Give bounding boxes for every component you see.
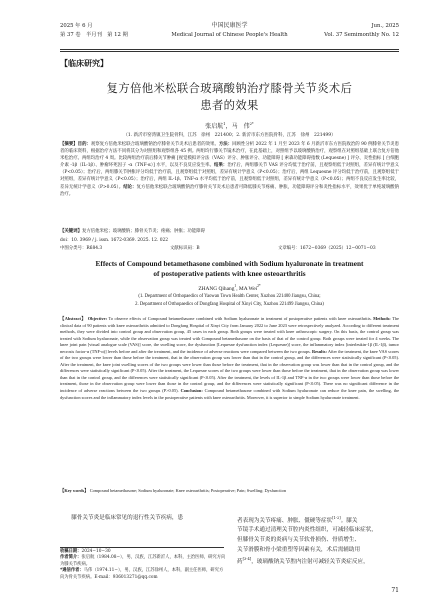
chinese-authors	[60, 121, 399, 130]
chinese-title-line-1: 复方倍他米松联合玻璃酸钠治疗膝骨关节炎术后	[106, 82, 353, 95]
body-right-column	[237, 514, 400, 568]
en-keywords-label: 【Key words】	[60, 488, 89, 493]
header-issue-en: Jun., 2025	[371, 23, 399, 29]
en-results-label: Results:	[311, 348, 327, 354]
article-number: 文章编号：1672−0369（2025）12−0071−03	[278, 246, 376, 251]
cn-objective: 观察复方倍他米松联合玻璃酸钠治疗膝骨关节炎术后患者的效果。	[90, 142, 219, 147]
en-conclusion-label: Conclusion:	[180, 388, 203, 394]
header-journal-cn: 中国民康医学	[211, 22, 248, 29]
cn-results-label: 结果：	[214, 163, 228, 169]
english-affiliation-1: (1. Department of Orthopaedics of Yaowan Town Health Center, Xuzhou 221400 Jiangsu, China;	[138, 294, 321, 299]
header-journal-en: Medical Journal of Chinese People's Health	[171, 32, 288, 38]
cn-keywords-label: 【关键词】	[60, 229, 82, 234]
header-volume-en: Vol. 37 Semimonthly No. 12	[324, 32, 399, 38]
en-abstract-label: 【Abstract】	[60, 316, 87, 321]
english-affiliations	[60, 293, 399, 308]
body-left-column	[60, 514, 226, 524]
body-right-line: 药[3-4]，玻璃酸钠关节腔内注射可减轻关节炎症反应，	[237, 557, 369, 566]
citation-1: [1-2]	[332, 516, 341, 520]
english-keywords	[60, 488, 399, 495]
body-right-line: 关节滑膜和骨小梁重塑等因素有关，术后需辅助用	[237, 546, 361, 553]
citation-2: [3-4]	[242, 557, 252, 562]
cn-conclusion-label: 结论：	[123, 184, 137, 190]
chinese-affiliations: （1. 新沂市窑湾镇卫生院骨科，江苏 徐州 221400；2. 新沂市东方医院骨科，江苏 徐州 221499）	[123, 133, 336, 138]
author-bio: 作者简介：张启航（1984.08−），男，汉族，江苏新沂人，本科，主治医师，研究方向为膝关节疾病。	[60, 555, 226, 567]
received-date: 收稿日期：2024−10−30	[60, 549, 111, 554]
author-1-sup: 1	[223, 122, 226, 126]
author-2-en-sup: 2*	[257, 284, 261, 288]
english-authors	[60, 284, 399, 292]
author-1-en-sup: 1	[234, 284, 237, 288]
document-code: 文献标识码：B	[170, 246, 200, 251]
en-methods: The clinical data of 90 patients with knee osteoarthritis admitted to Dongfang Hospital of Xinyi City from January 2022 to June 2023 were retrospectively analyzed. According to different treatment methods, they were divided into control group and observation group, 45 cases in each group. Both groups were treated with knee arthroscopic surgery. On this basis, the control group was treated with Sodium hyaluronate, while the observation group was treated with Compound betamethasone on the basis of that of the control group. Both groups were treated for 4 weeks. The knee joint pain [visual analogue scale (VAS)] score, the swelling score, the dysfunction [Lequesne dysfunction index (Lequesne)] score, the inflammatory index [interleukin-1β (IL-1β), tumor necrosis factor-α (TNF-α)] levels before and after the treatment, and the incidence of adverse reactions were compared between the two groups.	[60, 316, 399, 354]
page-number: 71	[391, 587, 399, 594]
en-methods-label: Methods:	[373, 316, 391, 321]
cn-conclusion: 复方倍他米松联合玻璃酸钠治疗膝骨关节炎术后患者可降低膝关节疼痛、肿胀，功能障碍评分和炎性指标水平，效果优于单纯玻璃酸钠治疗。	[60, 184, 399, 197]
body-left-paragraph: 膝骨关节炎是临床常见的退行性关节疾病，患	[60, 515, 184, 521]
header-rule-thin	[60, 51, 399, 52]
header-volume-cn: 第 37 卷 半月刊 第 12 期	[60, 32, 128, 38]
body-right-line: 但膝骨关节炎的炎病与关节软骨损伤、骨质增生、	[237, 537, 361, 544]
english-title-line-2: of postoperative patients with knee osteoarthritis	[153, 269, 306, 278]
english-abstract	[60, 316, 399, 401]
author-2-en: , MA Wei	[236, 285, 258, 292]
cn-abstract-label: 【摘要】	[60, 142, 78, 147]
author-2-sup: 2*	[249, 122, 254, 126]
author-1-en: ZHANG Qihang	[198, 285, 235, 292]
en-keywords: Compound betamethasone; Sodium hyaluronate; Knee osteoarthritis; Postoperative; Pain; Swelling; Dysfunction	[89, 488, 286, 493]
en-results: After the treatment, the knee VAS scores of the two groups were lower than those before the treatment, that in the observation group was lower than that in the control group, and the differences were statistically significant (P<0.05). After the treatment, the knee joint swelling scores of the two groups were lower than those before the treatment, that in the observation group was lower than that in the control group, and the differences were statistically significant (P<0.05). After the treatment, the Lequesne scores of the two groups were lower than those before the treatment, that in the observation group was lower than that in the control group, and the differences were statistically significant (P<0.05). After the treatment, the levels of IL-1β and TNF-α in the two groups were lower than those before the treatment, those in the observation group were lower than those in the control group, and the differences were statistically significant (P<0.05). There was no significant difference in the incidence of adverse reactions between the two groups (P>0.05).	[60, 348, 400, 394]
column-tag: 【临床研究】	[60, 59, 108, 68]
cn-methods: 回顾性分析 2022 年 1 月至 2023 年 6 月新沂市东方医院收治的 90 例膝骨关节炎患者的临床资料，根据治疗方法不同将其分为对照组和观察组各 45 例。两组均行膝关节镜术治疗，在此基础上，对照组予以玻璃酸钠治疗，观察组在对照组基础上联合复方倍他米松治疗。两组均治疗 4 周。比较两组治疗前后膝关节肿痛 [视觉模拟评分法（VAS）评分、肿胀评分、功能障碍 [ 索森功能障碍指数 (Lequesne) ] 评分、炎性指标 [ 白细胞介素 -1β（IL-1β）、肿瘤坏死因子 -α（TNF-α）] 水平，以及不良反应发生率。	[60, 142, 399, 169]
running-header	[60, 22, 399, 48]
en-objective-label: Objective:	[87, 316, 108, 321]
footnote-rule	[60, 547, 224, 548]
header-issue-cn: 2025 年 6 月	[60, 23, 93, 29]
footnotes	[60, 549, 226, 581]
cn-objective-label: 目的：	[77, 142, 91, 147]
en-conclusion: Compound betamethasone combined with Sodium hyaluronate can reduce the knee pain, the swelling, the dysfunction scores and the inflammatory index levels in the postoperative patients with knee osteoarthritis. Moreover, it is superior to simple Sodium hyaluronate treatment.	[60, 388, 399, 400]
doi: doi：10. 3969 / j. issn. 1672-0369. 2025. 12. 022	[60, 238, 169, 243]
body-right-line: 节镜手术通过清理关节腔内炎性组织，可减轻临床症状，	[237, 527, 377, 534]
header-rule	[60, 49, 399, 50]
clc-number: 中图分类号：R684.3	[60, 246, 103, 251]
en-objective: To observe effects of Compound betamethasone combined with Sodium hyaluronate in treatment of postoperative patients with knee osteoarthritis.	[108, 316, 372, 321]
english-affiliation-2: 2. Department of Orthopaedics of Dongfang Hospital of Xinyi City, Xuzhou 221499 Jiangsu, China)	[135, 301, 324, 307]
chinese-title-line-2: 患者的效果	[200, 99, 259, 112]
corresponding-author: *通信作者：马伟（1974.11−），男，汉族，江苏徐州人，本科，副主任医师，研究方向为骨关节疾病。E-mail：936013271@qq.com	[60, 568, 224, 580]
cn-results: 治疗后，两组膝关节 VAS 评分均低于治疗前，且观察组低于对照组，差异有统计学意义（P<0.05）；治疗后，两组膝关节肿胀评分均低于治疗前，且观察组低于对照组，差异有统计学意义（P<0.05）；治疗后，两组 Lequesne 评分均低于治疗前，且观察组低于对照组，差异有统计学意义（P<0.05）；治疗后，两组 IL-1β、TNF-α 水平均低于治疗前，且观察组低于对照组，差异有统计学意义（P<0.05）；两组不良反应发生率比较，差异无统计学意义（P>0.05）。	[60, 163, 399, 190]
author-1-cn: 张启航	[205, 123, 224, 130]
chinese-abstract	[60, 141, 399, 198]
body-right-line: 者表现为关节疼痛、肿胀、僵硬等症状[1-2]。膝关	[237, 516, 358, 524]
chinese-keywords	[60, 228, 399, 235]
english-title-line-1: Effects of Compound betamethasone combined with Sodium hyaluronate in treatment	[95, 259, 364, 268]
cn-methods-label: 方法：	[218, 142, 233, 147]
author-2-cn: ，马 伟	[225, 123, 250, 130]
english-title	[60, 259, 399, 279]
cn-keywords: 复方倍他米松；玻璃酸钠；膝骨关节炎；疼痛；肿胀；功能障碍	[81, 229, 205, 234]
